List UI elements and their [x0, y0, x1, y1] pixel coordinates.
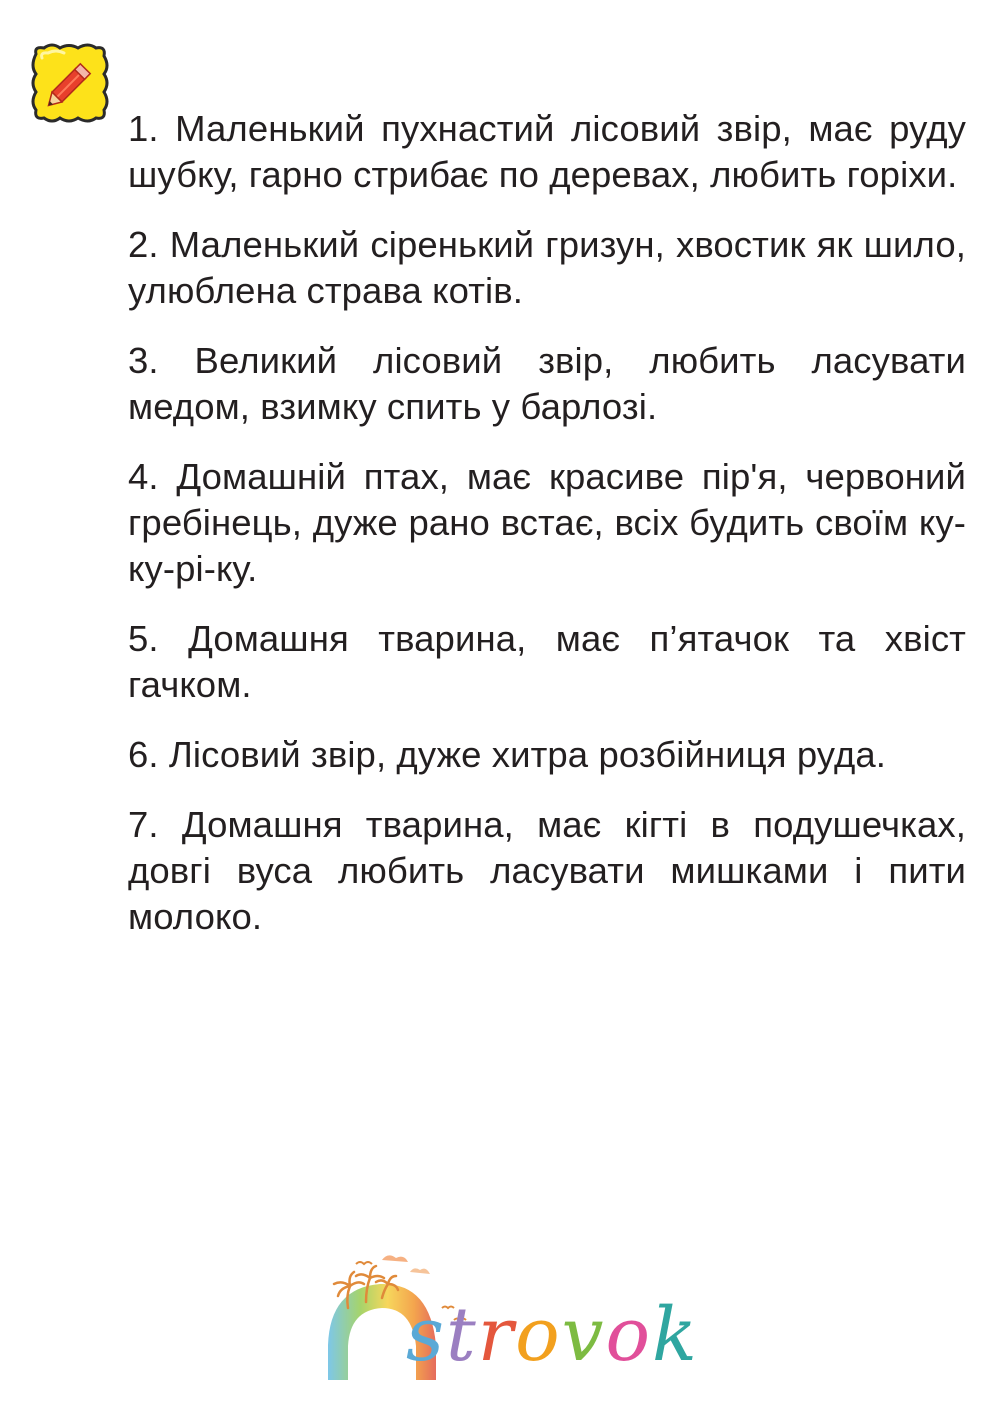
- logo-wordmark: [406, 1290, 699, 1380]
- riddle-item: 7. Домашня тварина, має кігті в подушечках, довгі вуса любить ласувати мишками і пити молоко.: [128, 804, 966, 937]
- logo-letter: r: [477, 1292, 516, 1378]
- logo-letter: v: [561, 1292, 606, 1378]
- pencil-badge: [26, 40, 112, 126]
- pencil-icon: [26, 40, 112, 126]
- riddle-item: 6. Лісовий звір, дуже хитра розбійниця руда.: [128, 734, 886, 775]
- riddle-item: 5. Домашня тварина, має п’ятачок та хвіст гачком.: [128, 618, 966, 705]
- logo-letter: t: [445, 1292, 478, 1378]
- riddle-list: [128, 106, 966, 964]
- logo-letter: k: [652, 1292, 699, 1378]
- riddle-item: 3. Великий лісовий звір, любить ласувати медом, взимку спить у барлозі.: [128, 340, 966, 427]
- logo-letter: o: [515, 1292, 562, 1378]
- riddle-item: 1. Маленький пухнастий лісовий звір, має руду шубку, гарно стрибає по деревах, любить горіхи.: [128, 108, 966, 195]
- logo-letter: o: [605, 1292, 653, 1378]
- logo-letter: s: [406, 1292, 446, 1378]
- riddle-item: 4. Домашній птах, має красиве пір'я, червоний гребінець, дуже рано встає, всіх будить своїм ку-ку-рі-ку.: [128, 456, 966, 589]
- riddle-item: 2. Маленький сіренький гризун, хвостик як шило, улюблена страва котів.: [128, 224, 966, 311]
- ostrovok-logo: [318, 1250, 758, 1385]
